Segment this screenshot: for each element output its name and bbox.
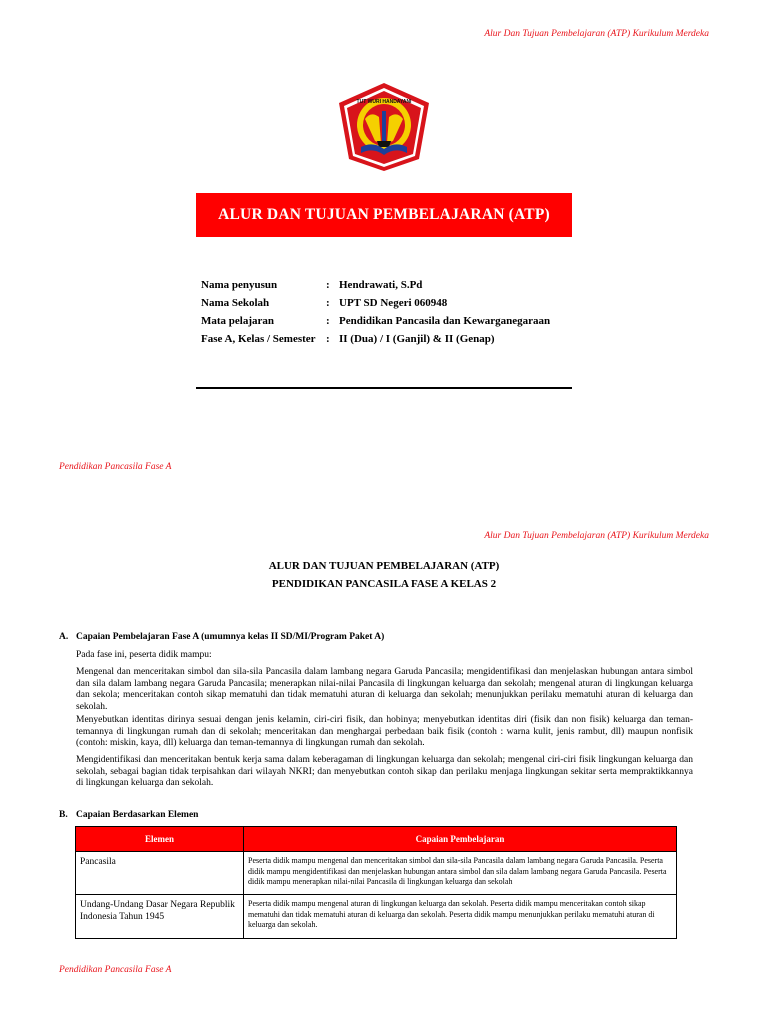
cell-capaian: Peserta didik mampu mengenal aturan di lingkungan keluarga dan sekolah. Peserta didik mampu menceritakan contoh sikap mematuhi dan tidak mematuhi aturan di keluarga dan sekolah. Peserta didik mampu menunjukkan perilaku mematuhi aturan di keluarga dan sekolah. [244,895,677,939]
section-a-paragraph-1: Mengenal dan menceritakan simbol dan sila-sila Pancasila dalam lambang negara Garuda Pancasila; mengidentifikasi dan menjelaskan hubungan antara simbol dan sila dalam lambang negara Garuda Pancasila; menerapkan nilai-nilai Pancasila di lingkungan keluarga dan sekolah; mengenal aturan di lingkungan keluarga dan sekola; menceritakan contoh sikap mematuhi dan tidak mematuhi aturan di keluarga dan sekolah; menunjukkan perilaku mematuhi aturan di keluarga dan sekolah. [76,667,693,712]
table-header-row [76,827,677,852]
info-value: Pendidikan Pancasila dan Kewarganegaraan [339,315,551,327]
document-title-line1: ALUR DAN TUJUAN PEMBELAJARAN (ATP) [268,560,500,572]
info-colon: : [326,297,330,309]
info-row-subject [201,312,550,330]
section-a-letter: A. [59,632,69,642]
info-label: Fase A, Kelas / Semester [201,333,316,345]
info-row-school [201,294,550,312]
info-value: II (Dua) / I (Ganjil) & II (Genap) [339,333,495,345]
page1-header: Alur Dan Tujuan Pembelajaran (ATP) Kurikulum Merdeka [484,29,709,39]
capaian-table [75,826,677,939]
section-a-intro: Pada fase ini, peserta didik mampu: [76,650,212,660]
column-header-capaian: Capaian Pembelajaran [244,827,677,852]
column-header-elemen: Elemen [76,827,244,852]
cell-elemen: Undang-Undang Dasar Negara Republik Indonesia Tahun 1945 [76,895,244,939]
page2-header: Alur Dan Tujuan Pembelajaran (ATP) Kurikulum Merdeka [484,531,709,541]
info-colon: : [326,333,330,345]
info-value: UPT SD Negeri 060948 [339,297,448,309]
info-label: Mata pelajaran [201,315,275,327]
logo-text: TUT WURI HANDAYANI [356,99,412,105]
info-colon: : [326,315,330,327]
cell-capaian: Peserta didik mampu mengenal dan menceritakan simbol dan sila-sila Pancasila dalam lambang negara Garuda Pancasila. Peserta didik mampu mengidentifikasi dan menjelaskan hubungan antara simbol dan sila dalam lambang negara Garuda Pancasila. Peserta didik mampu menerapkan nilai-nilai Pancasila di lingkungan keluarga dan sekolah [244,852,677,895]
section-a-paragraph-2: Menyebutkan identitas dirinya sesuai dengan jenis kelamin, ciri-ciri fisik, dan hobinya; menyebutkan identitas diri (fisik dan non fisik) keluarga dan teman-temannya di lingkungan rumah dan di sekolah; menceritakan dan menghargai perbedaan baik fisik (contoh : warna kulit, jenis rambut, dll) maupun nonfisik (contoh: miskin, kaya, dll) keluarga dan teman-temannya di lingkungan rumah dan sekolah. [76,715,693,748]
info-label: Nama penyusun [201,279,278,291]
info-colon: : [326,279,330,291]
table-row [76,895,677,939]
tut-wuri-handayani-logo [335,81,433,173]
table-row [76,852,677,895]
section-a-heading: Capaian Pembelajaran Fase A (umumnya kelas II SD/MI/Program Paket A) [76,632,385,642]
atp-title-banner: ALUR DAN TUJUAN PEMBELAJARAN (ATP) [196,193,572,237]
info-row-author [201,276,550,294]
section-b-letter: B. [59,810,68,820]
page1-footer: Pendidikan Pancasila Fase A [59,462,172,472]
divider-line [196,387,572,389]
info-row-phase [201,330,550,348]
section-a-paragraph-3: Mengidentifikasi dan menceritakan bentuk kerja sama dalam keberagaman di lingkungan keluarga dan sekolah; mengenal ciri-ciri fisik lingkungan keluarga dan sekolah, sebagai bagian tidak terpisahkan dari wilayah NKRI; dan menyebutkan contoh sikap dan perilaku menjaga lingkungan sekitar serta mempraktikkannya di lingkungan keluarga dan sekolah. [76,755,693,788]
info-value: Hendrawati, S.Pd [339,279,423,291]
info-label: Nama Sekolah [201,297,270,309]
section-b-heading: Capaian Berdasarkan Elemen [76,810,199,820]
document-title-line2: PENDIDIKAN PANCASILA FASE A KELAS 2 [271,578,497,590]
author-info-block [201,276,550,348]
page2-footer: Pendidikan Pancasila Fase A [59,965,172,975]
cell-elemen: Pancasila [76,852,244,895]
